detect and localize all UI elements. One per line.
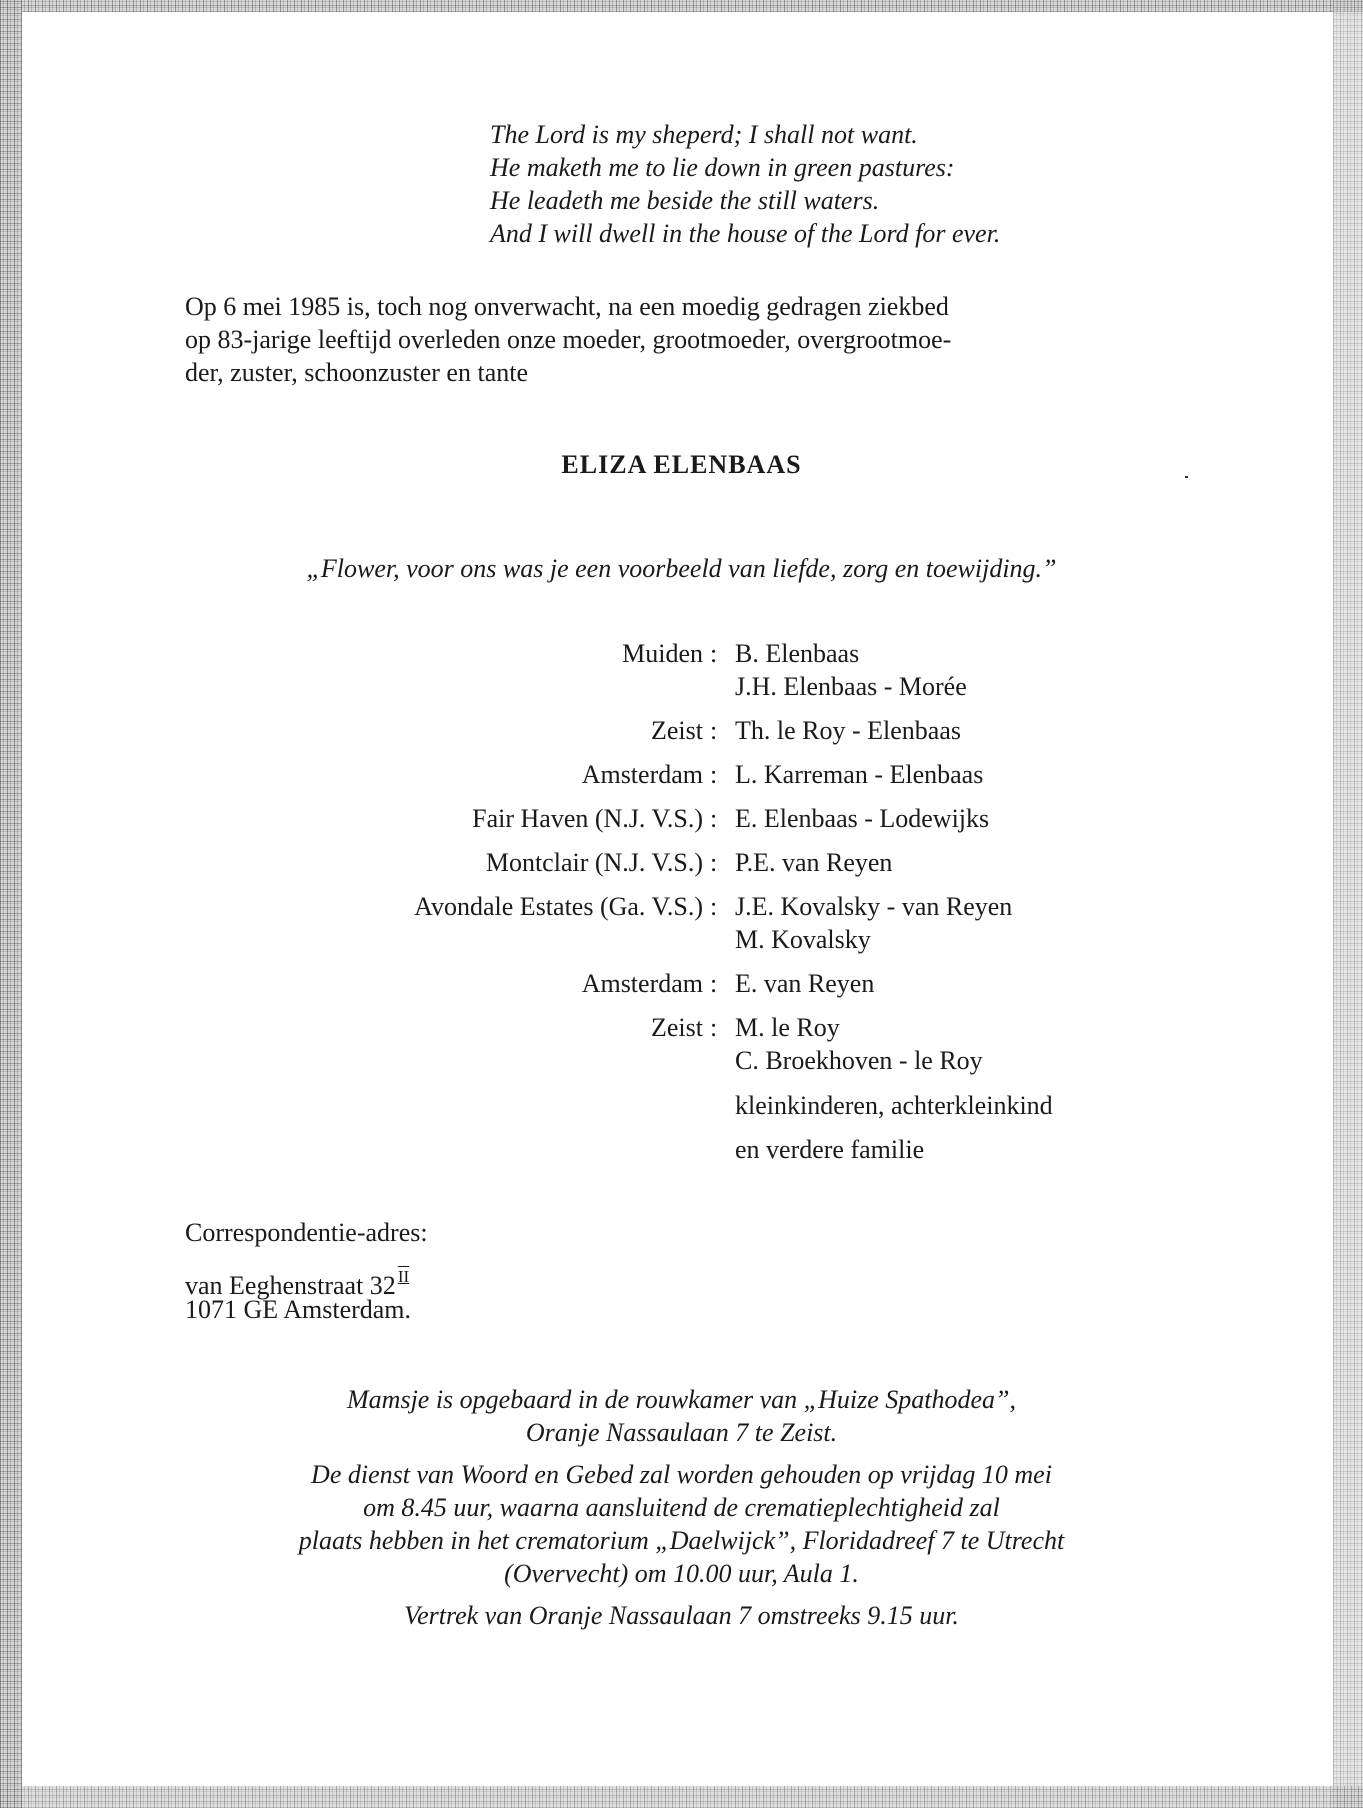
family-row xyxy=(0,846,1363,890)
family-member: E. van Reyen xyxy=(735,969,875,998)
psalm-line: He maketh me to lie down in green pastures: xyxy=(490,153,955,182)
psalm-verse xyxy=(490,118,1000,250)
family-member: J.H. Elenbaas - Morée xyxy=(735,672,967,701)
family-colon: : xyxy=(710,639,718,668)
family-names xyxy=(735,758,983,791)
address-street: van Eeghenstraat 32 xyxy=(185,1271,396,1300)
family-row xyxy=(0,1011,1363,1088)
family-place: Zeist xyxy=(651,1013,703,1042)
psalm-line: He leadeth me beside the still waters. xyxy=(490,186,880,215)
family-place: Montclair (N.J. V.S.) xyxy=(485,848,703,877)
family-extra-row xyxy=(0,1088,1363,1176)
family-names xyxy=(735,714,961,747)
family-row xyxy=(0,967,1363,1011)
family-row xyxy=(0,802,1363,846)
family-member: L. Karreman - Elenbaas xyxy=(735,760,984,789)
funeral-line: (Overvecht) om 10.00 uur, Aula 1. xyxy=(504,1559,859,1588)
memorial-quote: „Flower, voor ons was je een voorbeeld van liefde, zorg en toewijding.” xyxy=(306,554,1057,583)
funeral-line: De dienst van Woord en Gebed zal worden gehouden op vrijdag 10 mei xyxy=(311,1460,1052,1489)
family-names xyxy=(735,890,1012,956)
announcement-line: der, zuster, schoonzuster en tante xyxy=(185,358,529,387)
family-member: J.E. Kovalsky - van Reyen xyxy=(735,892,1013,921)
family-colon: : xyxy=(710,804,718,833)
address-floor: II xyxy=(397,1267,410,1286)
funeral-details xyxy=(0,1383,1363,1641)
family-extra xyxy=(735,1084,1053,1172)
family-member: Th. le Roy - Elenbaas xyxy=(735,716,961,745)
family-member: M. le Roy xyxy=(735,1013,840,1042)
announcement-line: Op 6 mei 1985 is, toch nog onverwacht, na een moedig gedragen ziekbed xyxy=(185,292,949,321)
address-label: Correspondentie-adres: xyxy=(185,1218,428,1247)
funeral-line: Vertrek van Oranje Nassaulaan 7 omstreeks 9.15 uur. xyxy=(404,1601,959,1630)
psalm-line: The Lord is my sheperd; I shall not want. xyxy=(490,120,918,149)
announcement-line: op 83-jarige leeftijd overleden onze moeder, grootmoeder, overgrootmoe- xyxy=(185,325,952,354)
family-colon: : xyxy=(710,892,718,921)
family-names xyxy=(735,1011,983,1077)
family-place: Muiden xyxy=(622,639,703,668)
funeral-line: plaats hebben in het crematorium „Daelwijck”, Floridadreef 7 te Utrecht xyxy=(298,1526,1065,1555)
funeral-paragraph xyxy=(0,1383,1363,1449)
family-names xyxy=(735,802,989,835)
deceased-name: ELIZA ELENBAAS xyxy=(561,450,802,479)
family-colon: : xyxy=(710,1013,718,1042)
correspondence-address xyxy=(185,1216,428,1326)
psalm-line: And I will dwell in the house of the Lord for ever. xyxy=(490,219,1001,248)
family-colon: : xyxy=(710,760,718,789)
scan-edge-bottom xyxy=(0,1786,1363,1808)
family-place: Amsterdam xyxy=(581,760,703,789)
family-list xyxy=(0,637,1363,1176)
family-member: E. Elenbaas - Lodewijks xyxy=(735,804,990,833)
family-place: Amsterdam xyxy=(581,969,703,998)
family-member: B. Elenbaas xyxy=(735,639,860,668)
funeral-line: Oranje Nassaulaan 7 te Zeist. xyxy=(525,1418,838,1447)
scan-edge-top xyxy=(0,0,1363,12)
family-extra-line: kleinkinderen, achterkleinkind xyxy=(735,1091,1053,1120)
family-row xyxy=(0,714,1363,758)
family-names xyxy=(735,637,967,703)
family-member: C. Broekhoven - le Roy xyxy=(735,1046,983,1075)
funeral-line: om 8.45 uur, waarna aansluitend de crematieplechtigheid zal xyxy=(363,1493,1000,1522)
family-place: Zeist xyxy=(651,716,703,745)
family-names xyxy=(735,846,892,879)
funeral-paragraph xyxy=(0,1599,1363,1632)
family-place: Avondale Estates (Ga. V.S.) xyxy=(414,892,703,921)
family-row xyxy=(0,758,1363,802)
funeral-line: Mamsje is opgebaard in de rouwkamer van „Huize Spathodea”, xyxy=(347,1385,1016,1414)
family-member: P.E. van Reyen xyxy=(735,848,893,877)
address-city: 1071 GE Amsterdam. xyxy=(185,1295,412,1324)
family-row xyxy=(0,890,1363,967)
family-place: Fair Haven (N.J. V.S.) xyxy=(472,804,703,833)
family-colon: : xyxy=(710,969,718,998)
family-colon: : xyxy=(710,848,718,877)
family-names xyxy=(735,967,874,1000)
family-member: M. Kovalsky xyxy=(735,925,871,954)
announcement-text xyxy=(185,290,951,389)
funeral-paragraph xyxy=(0,1458,1363,1590)
family-colon: : xyxy=(710,716,718,745)
family-extra-line: en verdere familie xyxy=(735,1135,925,1164)
family-row xyxy=(0,637,1363,714)
address-street-line xyxy=(185,1260,428,1300)
